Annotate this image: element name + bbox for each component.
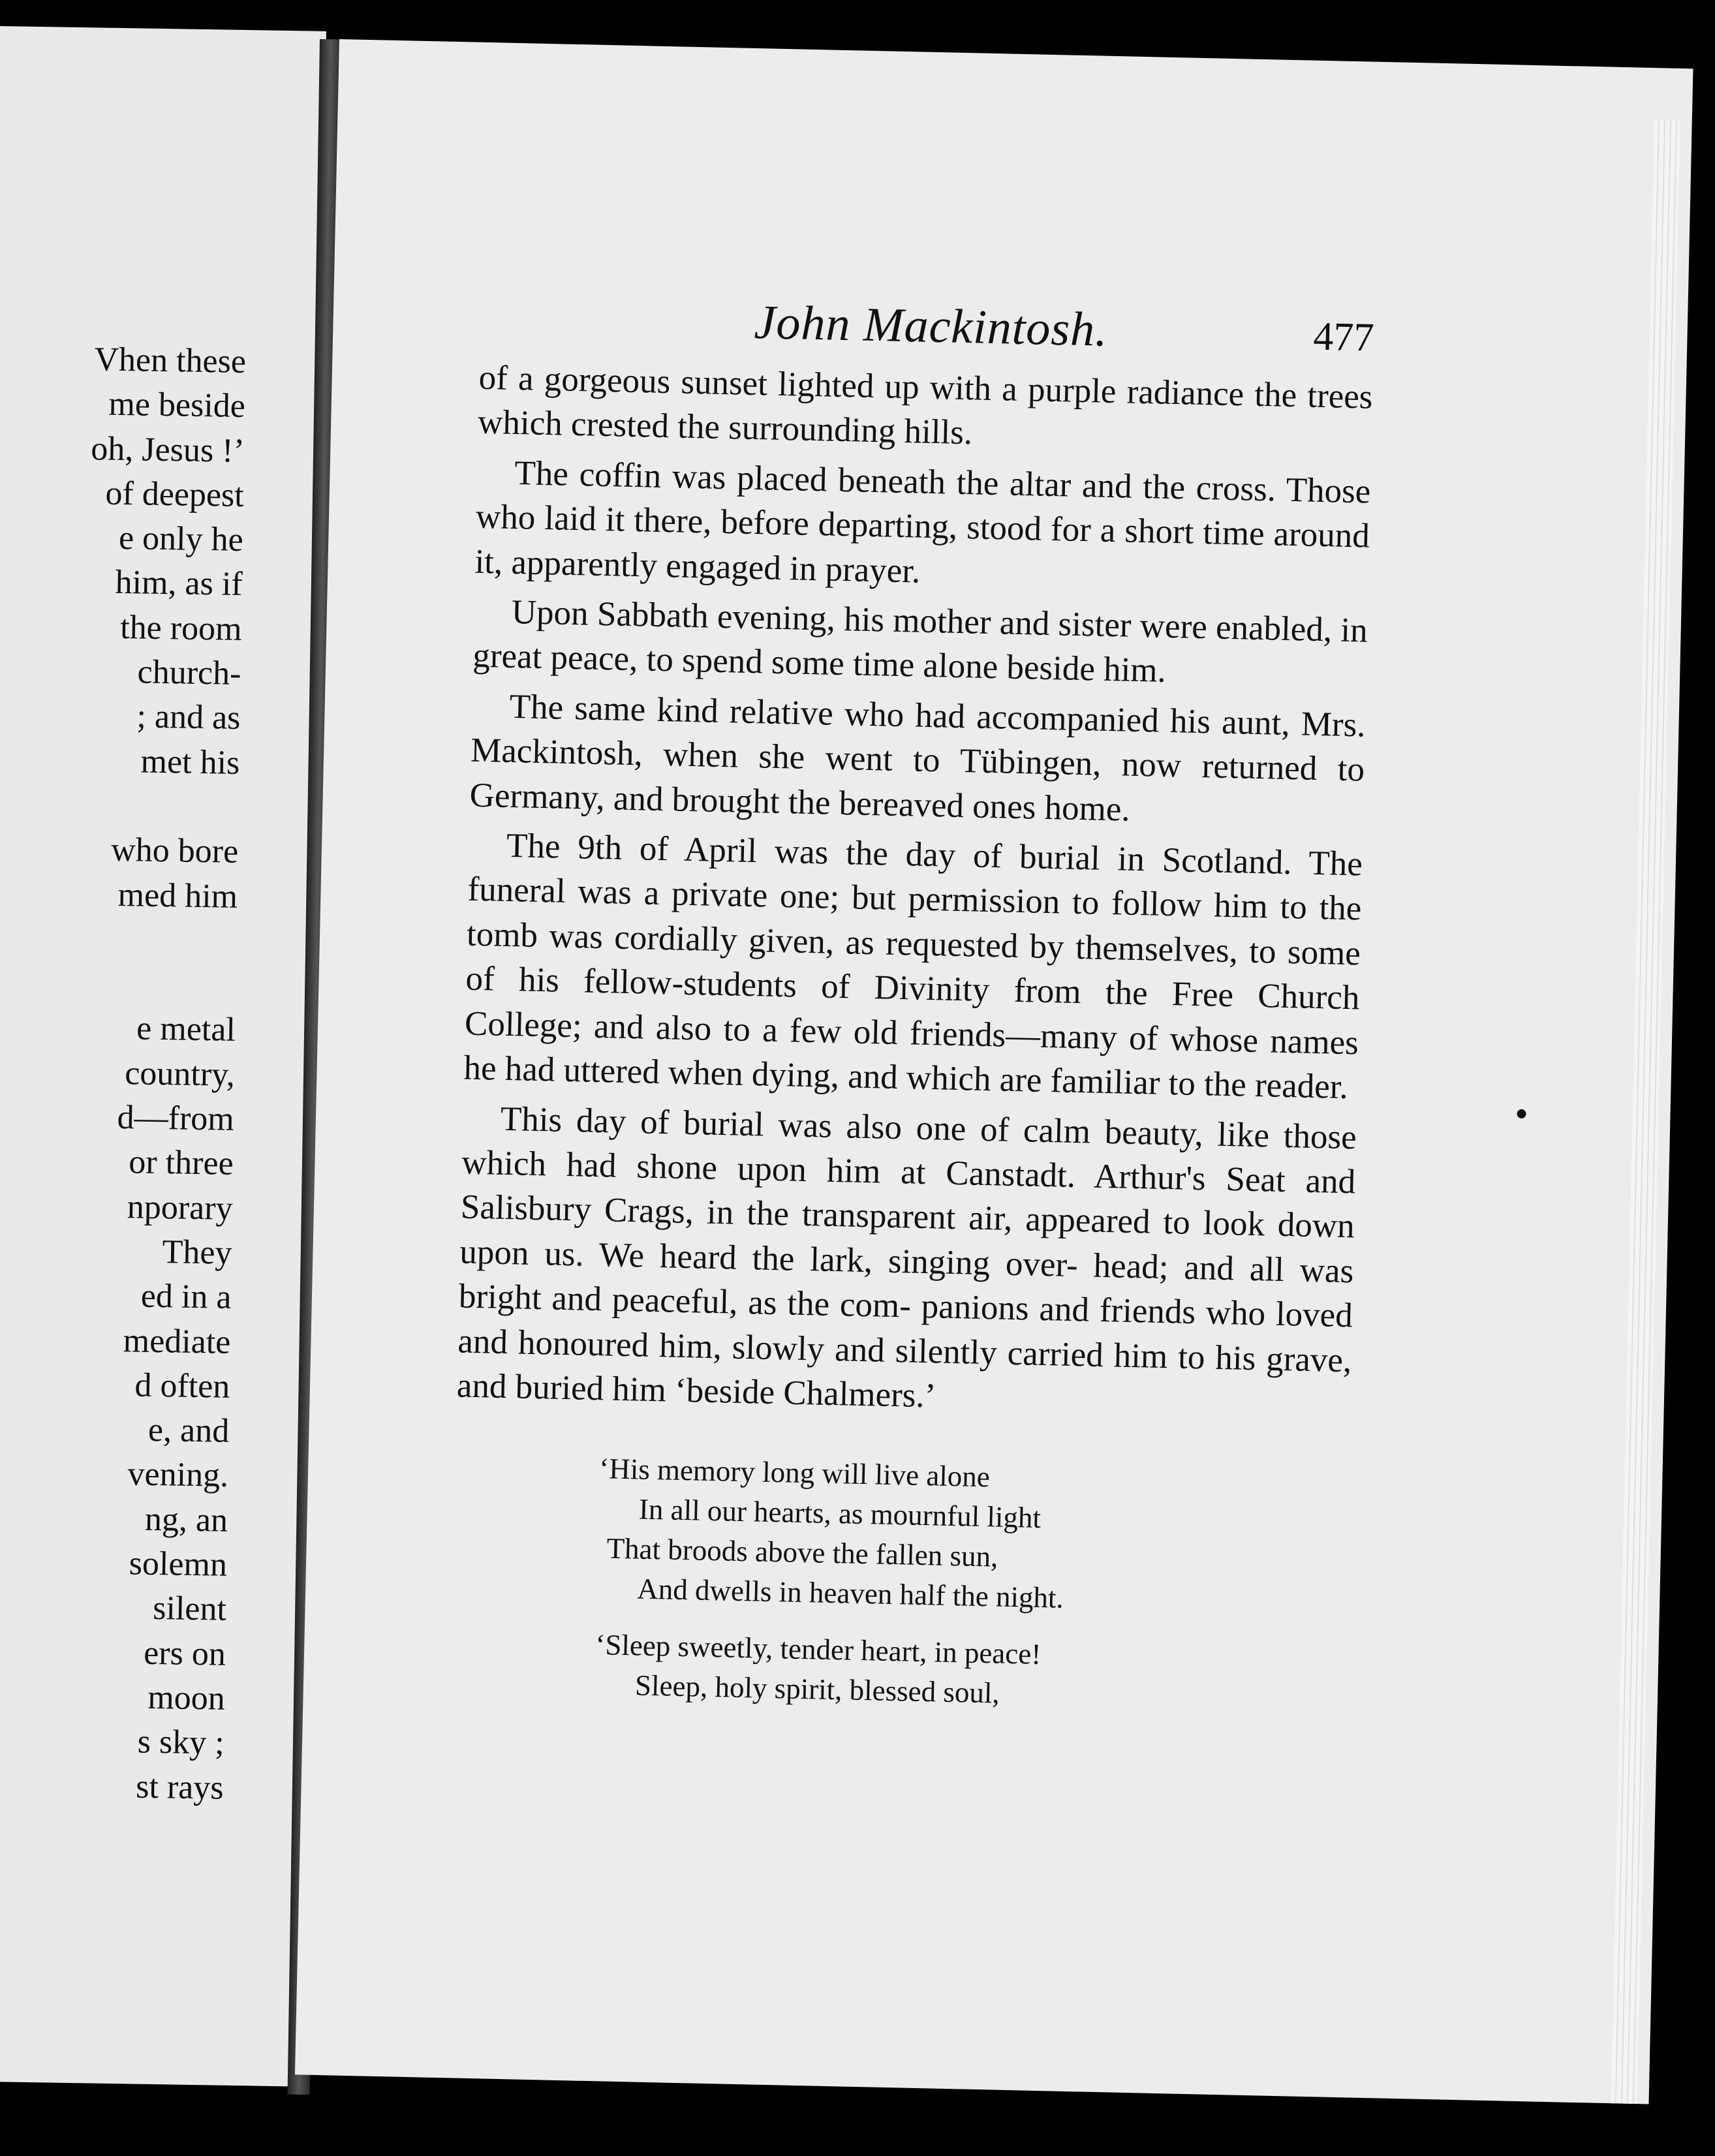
text-line: head; and all was bright and peaceful, as the com- bbox=[458, 1246, 1354, 1325]
left-text-fragment: ng, an bbox=[144, 1500, 228, 1539]
right-page bbox=[295, 39, 1693, 2104]
left-text-fragment: d—from bbox=[117, 1099, 235, 1138]
text-line: The same kind relative who had accompanied his bbox=[509, 687, 1211, 741]
left-text-fragment: silent bbox=[152, 1590, 227, 1629]
verse-line: ‘Sleep sweetly, tender heart, in peace! bbox=[595, 1628, 1042, 1671]
left-text-fragment: him, as if bbox=[115, 564, 243, 604]
verse-line: Sleep, holy spirit, blessed soul, bbox=[634, 1669, 1000, 1710]
text-line: panions and friends who loved and honoured him, slowly bbox=[457, 1287, 1353, 1368]
text-line: the trees which crested the surrounding hills. bbox=[477, 375, 1374, 452]
text-line: those which had shone upon him at Canstadt. Arthur's bbox=[461, 1116, 1357, 1198]
left-text-fragment: country, bbox=[124, 1054, 236, 1094]
running-title: John Mackintosh. bbox=[753, 295, 1109, 357]
blank-line bbox=[85, 783, 239, 830]
paragraph bbox=[472, 589, 1368, 698]
left-text-fragment: church- bbox=[137, 653, 241, 693]
text-line: dying, and which are familiar to the reader. bbox=[751, 1055, 1349, 1107]
text-line: Those who laid it there, before departing, stood for a bbox=[475, 470, 1371, 550]
paragraph bbox=[456, 1096, 1357, 1428]
text-line: from the Free Church College; and also to a few old bbox=[464, 972, 1360, 1052]
left-text-fragment: of deepest bbox=[105, 474, 245, 514]
left-text-fragment: moon bbox=[147, 1678, 226, 1717]
left-text-fragment: ed in a bbox=[140, 1277, 232, 1317]
paragraph bbox=[463, 823, 1363, 1110]
text-line: short time around it, apparently engaged in prayer. bbox=[474, 512, 1370, 591]
text-line: aunt, Mrs. Mackintosh, when she went to Tübingen, bbox=[470, 703, 1367, 783]
text-line: friends—many of whose names he had uttered when bbox=[463, 1014, 1359, 1093]
left-text-fragment: solemn bbox=[129, 1545, 228, 1584]
page-number: 477 bbox=[1312, 314, 1375, 360]
blank-line bbox=[83, 917, 237, 964]
text-line: The 9th of April was the day of burial in Scotland. bbox=[506, 826, 1293, 882]
text-line: ones home. bbox=[972, 787, 1131, 829]
text-line: and silently carried him to his grave, and buried him bbox=[456, 1330, 1352, 1409]
page-edges bbox=[1611, 120, 1680, 2104]
left-text-fragment: vening. bbox=[127, 1455, 229, 1495]
blank-line bbox=[82, 961, 236, 1008]
text-line: now returned to Germany, and brought the bereaved bbox=[469, 745, 1365, 825]
left-text-fragment: e, and bbox=[147, 1411, 230, 1450]
verse-line: In all our hearts, as mournful light bbox=[638, 1492, 1042, 1535]
text-line: themselves, to some of his fellow-students of Divinity bbox=[465, 928, 1361, 1009]
left-text-fragment: ; and as bbox=[136, 698, 241, 737]
left-text-fragment: st rays bbox=[135, 1768, 224, 1807]
text-line: The coffin was placed beneath the altar and the cross. bbox=[514, 454, 1276, 509]
left-text-fragment: who bore bbox=[110, 831, 239, 871]
left-text-fragment: s sky ; bbox=[137, 1723, 225, 1762]
paragraph bbox=[469, 684, 1366, 837]
verse-line: That broods above the fallen sun, bbox=[606, 1532, 998, 1573]
paragraph bbox=[474, 450, 1371, 604]
text-line: Upon Sabbath evening, his mother and sister were bbox=[511, 593, 1208, 647]
text-line: This day of burial was also one of calm beauty, like bbox=[500, 1100, 1270, 1154]
text-line: him to the tomb was cordially given, as requested by bbox=[466, 887, 1362, 966]
text-line: to look down upon us. We heard the lark, singing over- bbox=[459, 1203, 1355, 1284]
page-text-block bbox=[450, 258, 1375, 1721]
left-text-fragment: d often bbox=[134, 1366, 230, 1406]
verse-line: And dwells in heaven half the night. bbox=[636, 1572, 1064, 1615]
text-line: ‘beside Chalmers.’ bbox=[674, 1371, 936, 1415]
left-page-text bbox=[70, 337, 247, 1810]
verse-line: ‘His memory long will live alone bbox=[598, 1452, 991, 1494]
left-text-fragment: nporary bbox=[127, 1188, 234, 1227]
running-head bbox=[479, 258, 1375, 375]
left-text-fragment: mediate bbox=[123, 1321, 231, 1361]
left-text-fragment: e metal bbox=[136, 1009, 236, 1049]
body-text bbox=[456, 356, 1373, 1428]
left-text-fragment: me beside bbox=[108, 385, 246, 425]
verse-quotation bbox=[595, 1449, 1349, 1721]
text-line: The funeral was a private one; but permission to follow bbox=[467, 844, 1363, 925]
left-text-fragment: Vhen these bbox=[94, 341, 247, 380]
text-line: him. bbox=[1103, 651, 1167, 690]
left-text-fragment: or three bbox=[128, 1143, 234, 1183]
left-text-fragment: e only he bbox=[118, 519, 244, 559]
print-speck bbox=[1517, 1109, 1526, 1118]
left-text-fragment: med him bbox=[117, 876, 238, 916]
left-text-fragment: ers on bbox=[143, 1634, 226, 1673]
left-text-fragment: the room bbox=[119, 608, 242, 648]
text-line: enabled, in great peace, to spend some time alone beside bbox=[472, 608, 1368, 688]
text-line: of a gorgeous sunset lighted up with a purple radiance bbox=[478, 358, 1244, 414]
left-text-fragment: oh, Jesus !’ bbox=[90, 429, 245, 470]
left-page bbox=[0, 26, 326, 2086]
left-text-fragment: They bbox=[162, 1233, 232, 1272]
left-text-fragment: met his bbox=[140, 743, 240, 782]
text-line: Seat and Salisbury Crags, in the transparent air, appeared bbox=[460, 1160, 1356, 1241]
